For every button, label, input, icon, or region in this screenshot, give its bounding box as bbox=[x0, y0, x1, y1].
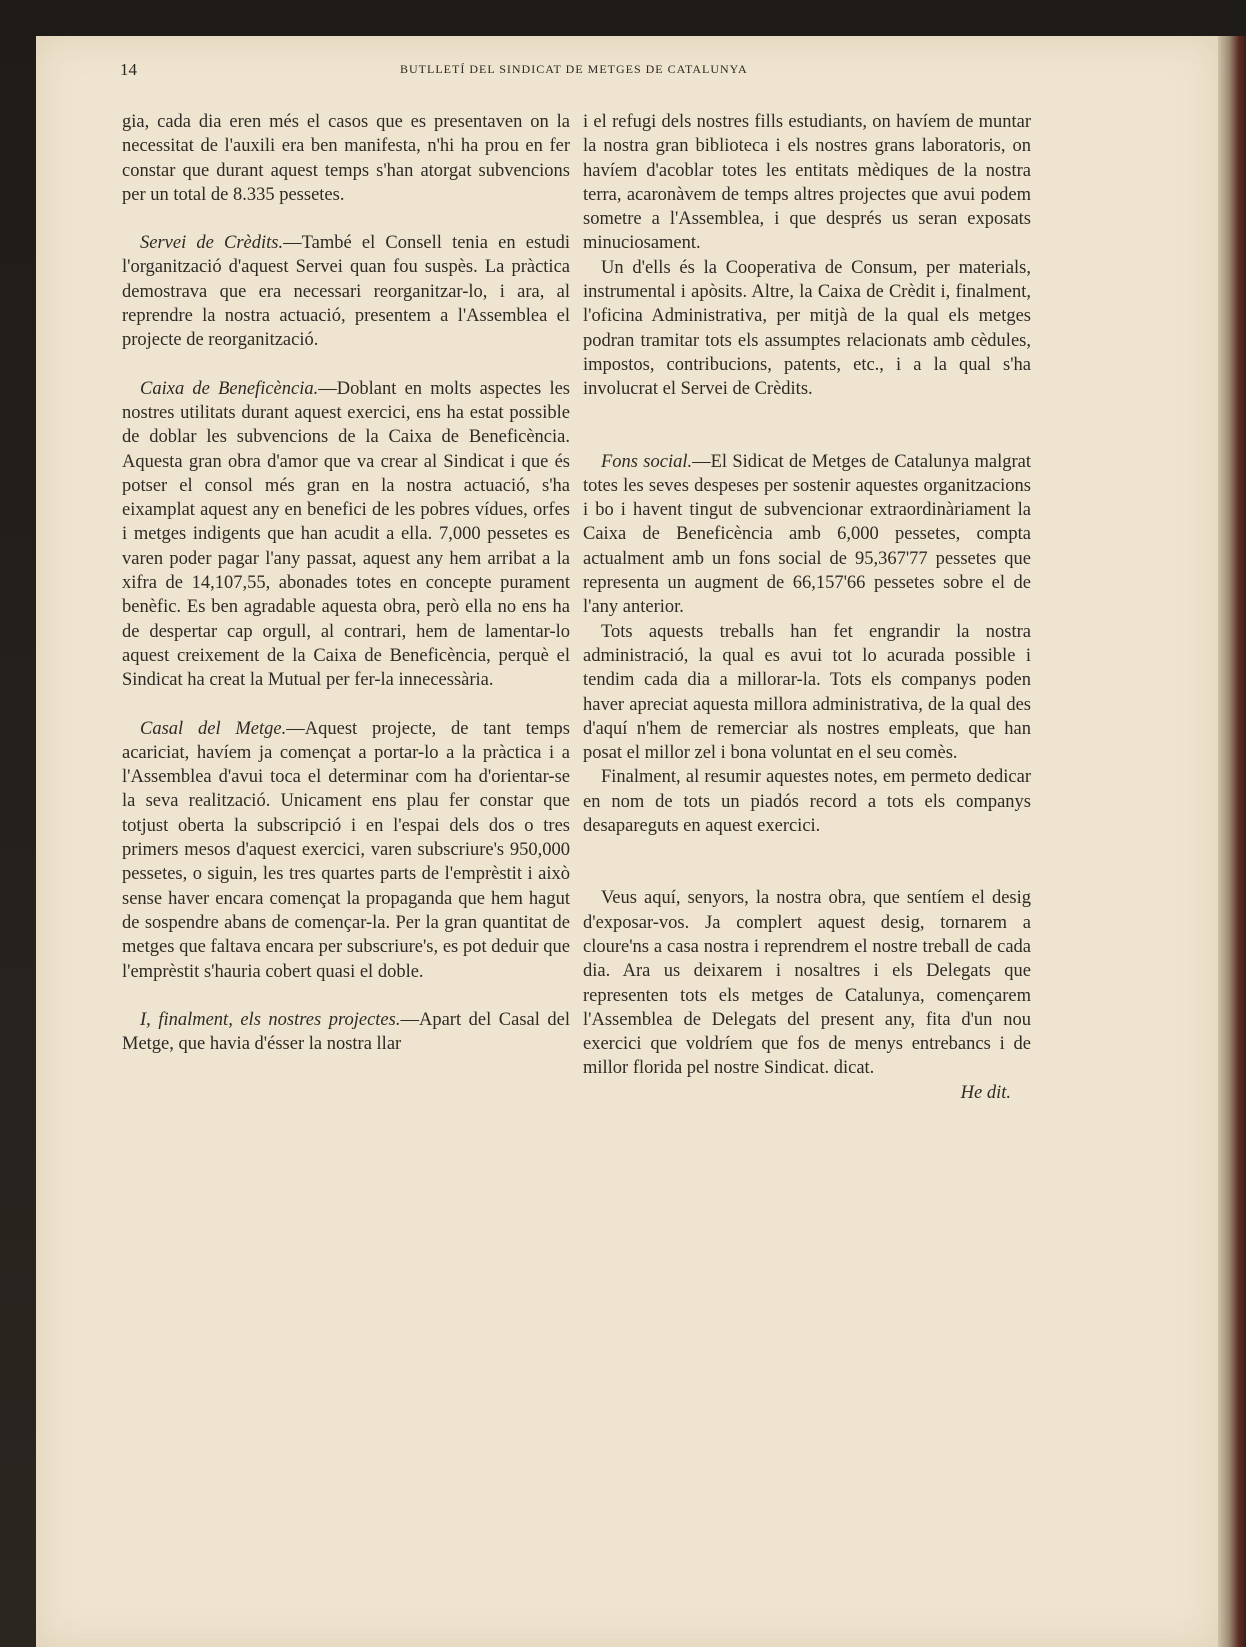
paragraph-continuation: gia, cada dia eren més el casos que es presentaven on la necessitat de l'auxili era ben manifesta, n'hi ha prou en fer constar que durant aquest temps s'han atorgat subvencions per un total de 8.335 pessetes. bbox=[122, 112, 570, 205]
left-column bbox=[122, 110, 570, 1056]
book-edge bbox=[1218, 36, 1246, 1647]
paragraph-body: —El Sidicat de Metges de Catalunya malgrat totes les seves despeses per sostenir aquestes organitzacions i bo i havent tingut de subvencionar extraordinàriament la Caixa de Beneficència amb 6,000 pessetes, compta actualment amb un fons social de 95,367'77 pessetes que representa un augment de 66,157'66 pessetes sobre el de l'any anterior. bbox=[583, 451, 1031, 618]
paragraph-servei-credits bbox=[122, 231, 570, 352]
paragraph-record: Finalment, al resumir aquestes notes, em permeto dedicar en nom de tots un piadós record a tots els companys desapareguts en aquest exercici. bbox=[583, 767, 1031, 837]
paragraph-body: —També el Consell tenia en estudi l'organització d'aquest Servei quan fou suspès. La pràctica demostrava que era necessari reorganitzar-lo, i ara, al reprendre la nostra actuació, presentem a l'Assemblea el projecte de reorganització. bbox=[122, 233, 570, 351]
section-lead: Caixa de Beneficència. bbox=[140, 378, 319, 399]
paragraph-cooperativa: Un d'ells és la Cooperativa de Consum, per materials, instrumental i apòsits. Altre, la Caixa de Crèdit i, finalment, l'oficina Administrativa, per mitjà de la qual els metges podran tramitar tots els assumptes relacionats amb cèdules, impostos, contribucions, patents, etc., i a la qual s'ha involucrat el Servei de Crèdits. bbox=[583, 257, 1031, 400]
section-lead: I, finalment, els nostres projectes. bbox=[140, 1009, 401, 1030]
signoff: He dit. bbox=[960, 1082, 1011, 1103]
page-number: 14 bbox=[120, 60, 137, 79]
section-lead: Servei de Crèdits. bbox=[140, 233, 284, 254]
paragraph-body: —Aquest projecte, de tant temps acariciat, havíem ja començat a portar-lo a la pràctica i a l'Assemblea d'avui toca el determinar com ha d'orientar-se la seva realització. Unicament ens plau fer constar que totjust oberta la subscripció i en l'espai dels dos o tres primers mesos d'aquest exercici, varen subscriure's 950,000 pessetes, o siguin, les tres quartes parts de l'emprèstit i això sense haver encara començat la propaganda que hem hagut de sospendre abans de començar-la. Per la gran quantitat de metges que faltava encara per subscriure's, es pot deduir que l'emprèstit s'hauria cobert quasi el doble. bbox=[122, 718, 570, 982]
paragraph-fons-social bbox=[583, 450, 1031, 620]
page-header bbox=[120, 60, 1100, 84]
right-column bbox=[583, 110, 1031, 1105]
running-head: BUTLLETÍ DEL SINDICAT DE METGES DE CATALUNYA bbox=[400, 62, 748, 76]
paragraph-continuation: i el refugi dels nostres fills estudiants, on havíem de muntar la nostra gran biblioteca i els nostres grans laboratoris, on havíem d'acoblar totes les entitats mèdiques de la nostra terra, acaronàvem de temps altres projectes que avui podem sometre a l'Assemblea, i que després us seran exposats minuciosament. bbox=[583, 112, 1031, 254]
paragraph-caixa-beneficencia bbox=[122, 377, 570, 693]
section-lead: Casal del Metge. bbox=[140, 718, 287, 739]
paragraph-body: —Apart del Casal del Metge, que havia d'ésser la nostra llar bbox=[122, 1009, 570, 1055]
paragraph-casal-metge bbox=[122, 717, 570, 984]
section-lead: Fons social. bbox=[601, 451, 693, 472]
paragraph-body: —Doblant en molts aspectes les nostres utilitats durant aquest exercici, ens ha estat possible de doblar les subvencions de la Caixa de Beneficència. Aquesta gran obra d'amor que va crear al Sindicat i que és potser el consol més gran en la nostra actuació, s'ha eixamplat aquest any en benefici de les pobres vídues, orfes i metges indigents que han acudit a ella. 7,000 pessetes es varen poder pagar l'any passat, aquest any hem arribat a la xifra de 14,107,55, abonades totes en concepte purament benèfic. Es ben agradable aquesta obra, però ella no ens ha de despertar cap orgull, al contrari, hem de lamentar-lo aquest creixement de la Caixa de Beneficència, perquè el Sindicat ha creat la Mutual per fer-la innecessària. bbox=[122, 378, 570, 691]
paragraph-closing: Veus aquí, senyors, la nostra obra, que sentíem el desig d'exposar-vos. Ja complert aquest desig, tornarem a cloure'ns a casa nostra i reprendrem el nostre treball de cada dia. Ara us deixarem i nosaltres i els Delegats que representen tots els metges de Catalunya, començarem l'Assemblea de Delegats del present any, fita d'un nou exercici que voldríem que fos de menys entrebancs i de millor florida pel nostre Sindicat. dicat. bbox=[583, 888, 1031, 1079]
paragraph-administracio: Tots aquests treballs han fet engrandir la nostra administració, la qual es avui tot lo acurada possible i tendim cada dia a millorar-la. Tots els companys poden haver apreciat aquesta millora administrativa, de la qual des d'aquí n'hem de remerciar als nostres empleats, que han posat el millor zel i bona voluntat en el seu comès. bbox=[583, 621, 1031, 764]
paragraph-projectes bbox=[122, 1008, 570, 1057]
